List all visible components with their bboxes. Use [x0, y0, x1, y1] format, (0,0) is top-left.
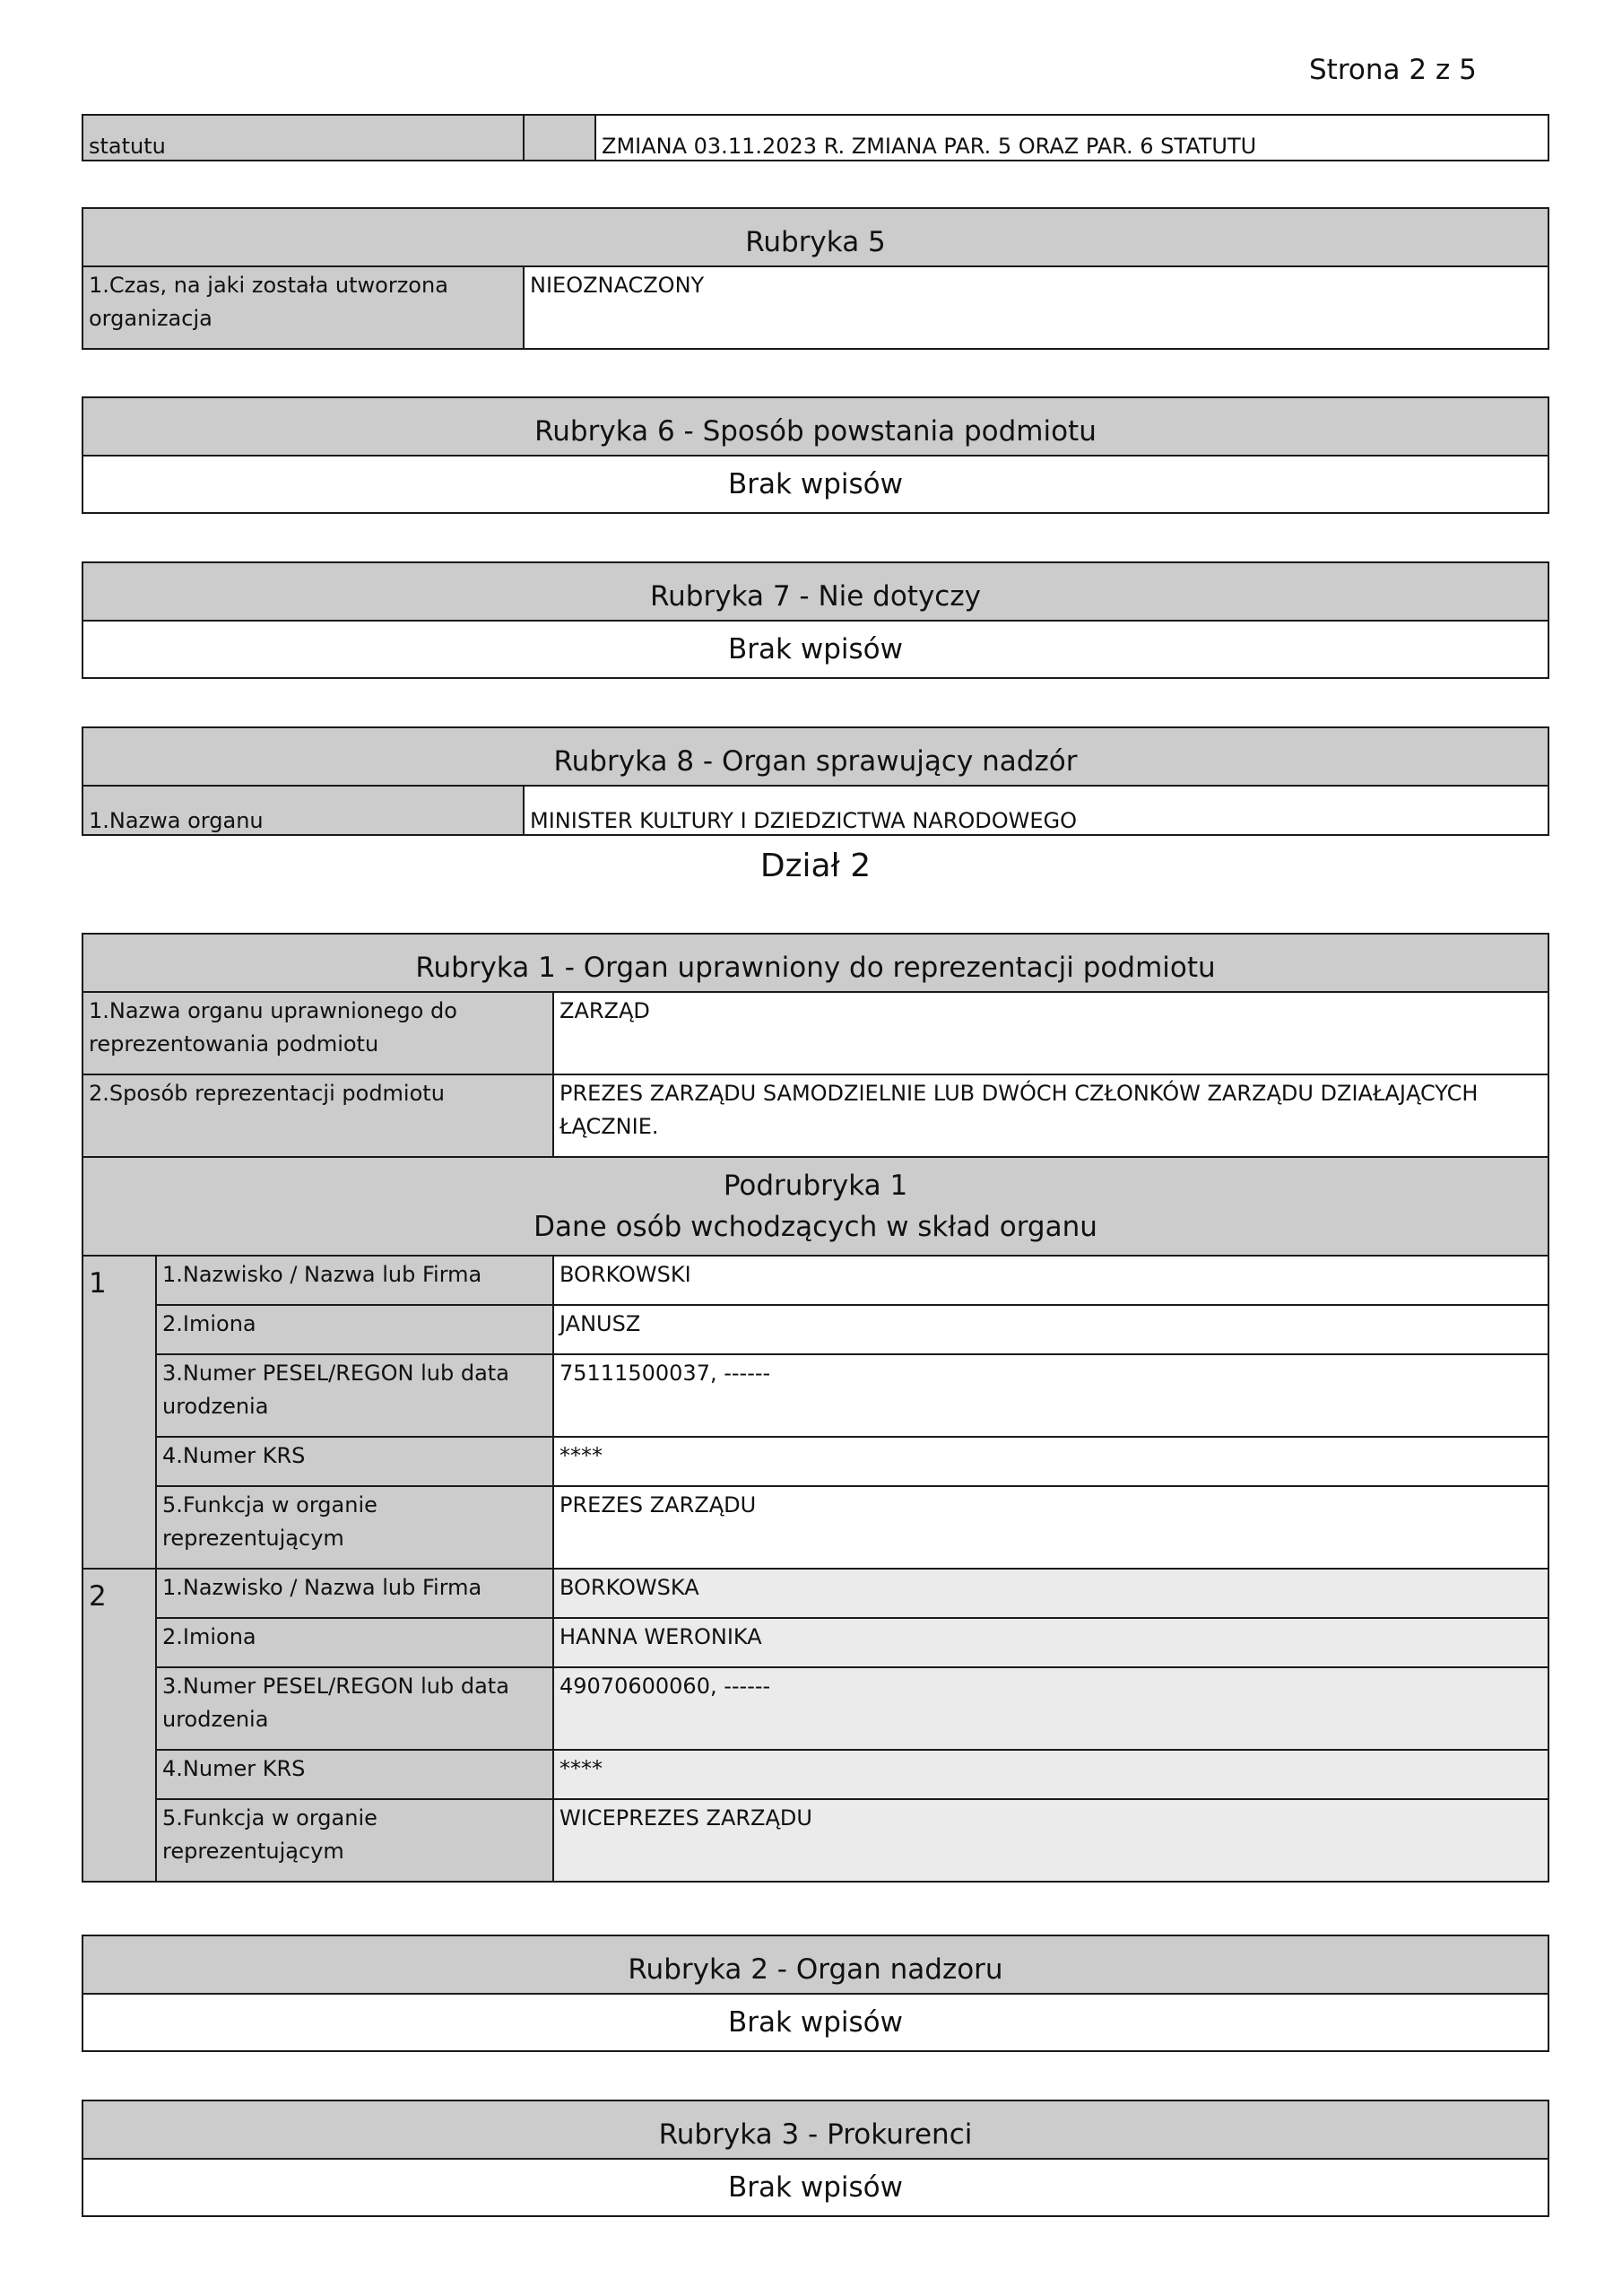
person-field-value: JANUSZ: [553, 1305, 1548, 1354]
d2-rubryka-3-title: Rubryka 3 - Prokurenci: [82, 2100, 1548, 2159]
person-field-value: ****: [553, 1750, 1548, 1799]
person-field-label: 1.Nazwisko / Nazwa lub Firma: [156, 1256, 553, 1305]
podrubryka-1-subtitle: Dane osób wchodzących w skład organu: [533, 1211, 1097, 1243]
person-field-label: 2.Imiona: [156, 1305, 553, 1354]
person-field-value: BORKOWSKI: [553, 1256, 1548, 1305]
person-field-label: 5.Funkcja w organie reprezentującym: [156, 1486, 553, 1569]
person-field-label: 5.Funkcja w organie reprezentującym: [156, 1799, 553, 1882]
rubryka-5-value: NIEOZNACZONY: [524, 266, 1548, 349]
rubryka-7-empty: Brak wpisów: [82, 621, 1548, 678]
person-2-field-1: [82, 1569, 1548, 1618]
rubryka-6-empty: Brak wpisów: [82, 456, 1548, 513]
person-field-label: 1.Nazwisko / Nazwa lub Firma: [156, 1569, 553, 1618]
d2-r1-row-1-value: ZARZĄD: [553, 992, 1548, 1074]
dzial-2-rubryka-1-table: [82, 933, 1549, 1883]
person-field-value: WICEPREZES ZARZĄDU: [553, 1799, 1548, 1882]
rubryka-6-table: [82, 396, 1549, 514]
statute-table: [82, 114, 1549, 161]
statute-value: ZMIANA 03.11.2023 R. ZMIANA PAR. 5 ORAZ PAR. 6 STATUTU: [595, 115, 1548, 161]
rubryka-5-table: [82, 207, 1549, 350]
rubryka-5-label: 1.Czas, na jaki została utworzona organizacja: [82, 266, 524, 349]
person-1-field-5: [82, 1486, 1548, 1569]
d2-r1-row-2-value: PREZES ZARZĄDU SAMODZIELNIE LUB DWÓCH CZŁONKÓW ZARZĄDU DZIAŁAJĄCYCH ŁĄCZNIE.: [553, 1074, 1548, 1157]
podrubryka-1-title: Podrubryka 1: [723, 1170, 908, 1202]
person-field-value: PREZES ZARZĄDU: [553, 1486, 1548, 1569]
person-field-label: 3.Numer PESEL/REGON lub data urodzenia: [156, 1354, 553, 1437]
rubryka-5-title: Rubryka 5: [82, 208, 1548, 266]
d2-rubryka-2-empty: Brak wpisów: [82, 1994, 1548, 2051]
person-1-field-1: [82, 1256, 1548, 1305]
section-title-dzial-2: Dział 2: [759, 848, 872, 884]
person-field-value: 75111500037, ------: [553, 1354, 1548, 1437]
person-1-field-4: [82, 1437, 1548, 1486]
statute-middle-cell: [524, 115, 595, 161]
d2-rubryka-3-empty: Brak wpisów: [82, 2159, 1548, 2216]
person-1-field-2: [82, 1305, 1548, 1354]
person-field-label: 2.Imiona: [156, 1618, 553, 1667]
person-2-field-4: [82, 1750, 1548, 1799]
rubryka-8-table: [82, 726, 1549, 836]
dzial-2-rubryka-3-table: [82, 2100, 1549, 2217]
person-2-field-5: [82, 1799, 1548, 1882]
person-field-value: 49070600060, ------: [553, 1667, 1548, 1750]
d2-rubryka-1-title: Rubryka 1 - Organ uprawniony do reprezentacji podmiotu: [82, 934, 1548, 992]
rubryka-7-table: [82, 561, 1549, 679]
person-field-label: 3.Numer PESEL/REGON lub data urodzenia: [156, 1667, 553, 1750]
person-1-number: 1: [82, 1256, 156, 1569]
person-2-number: 2: [82, 1569, 156, 1882]
rubryka-8-value: MINISTER KULTURY I DZIEDZICTWA NARODOWEGO: [524, 786, 1548, 835]
page-number: Strona 2 z 5: [1309, 54, 1477, 86]
person-2-field-3: [82, 1667, 1548, 1750]
person-1-field-3: [82, 1354, 1548, 1437]
d2-r1-row-2-label: 2.Sposób reprezentacji podmiotu: [82, 1074, 553, 1157]
person-2-field-2: [82, 1618, 1548, 1667]
person-field-value: ****: [553, 1437, 1548, 1486]
rubryka-8-label: 1.Nazwa organu: [82, 786, 524, 835]
person-field-value: BORKOWSKA: [553, 1569, 1548, 1618]
d2-r1-row-1-label: 1.Nazwa organu uprawnionego do reprezentowania podmiotu: [82, 992, 553, 1074]
person-field-label: 4.Numer KRS: [156, 1750, 553, 1799]
person-field-label: 4.Numer KRS: [156, 1437, 553, 1486]
dzial-2-rubryka-2-table: [82, 1935, 1549, 2052]
rubryka-8-title: Rubryka 8 - Organ sprawujący nadzór: [82, 727, 1548, 786]
statute-label: statutu: [82, 115, 524, 161]
rubryka-6-title: Rubryka 6 - Sposób powstania podmiotu: [82, 397, 1548, 456]
d2-rubryka-2-title: Rubryka 2 - Organ nadzoru: [82, 1935, 1548, 1994]
person-field-value: HANNA WERONIKA: [553, 1618, 1548, 1667]
podrubryka-1-header: [82, 1157, 1548, 1256]
rubryka-7-title: Rubryka 7 - Nie dotyczy: [82, 562, 1548, 621]
